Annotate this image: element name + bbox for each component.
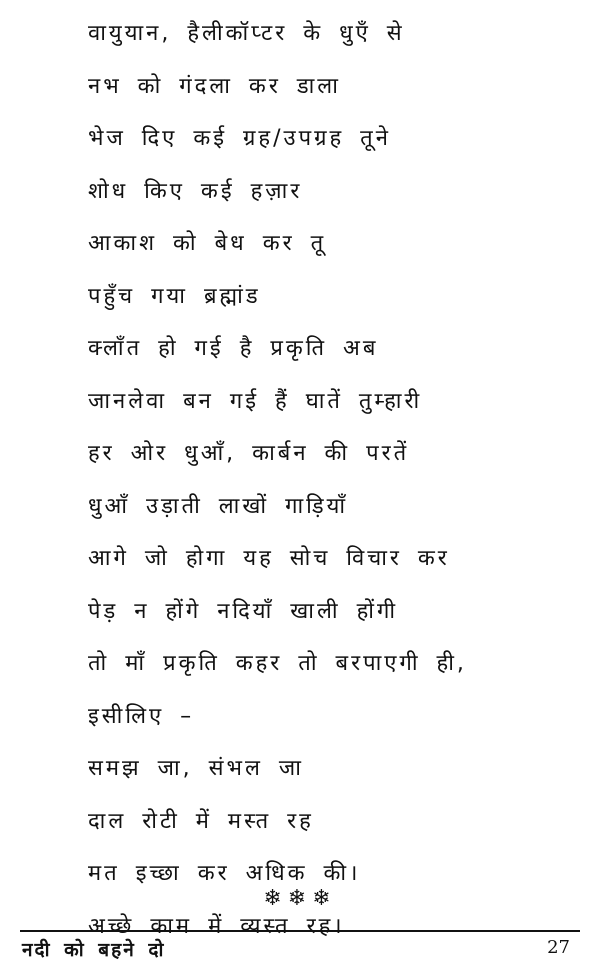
- poem-line: आगे जो होगा यह सोच विचार कर: [88, 546, 450, 571]
- poem-line: पहुँच गया ब्रह्मांड: [88, 283, 261, 309]
- poem-line: अच्छे काम में व्यस्त रह।: [88, 913, 345, 939]
- poem-line: नभ को गंदला कर डाला: [88, 73, 341, 99]
- poem-body: [88, 8, 467, 953]
- poem-line: दाल रोटी में मस्त रह: [88, 808, 314, 834]
- page-number: 27: [547, 937, 570, 958]
- poem-line: तो माँ प्रकृति कहर तो बरपाएगी ही,: [88, 651, 467, 676]
- poem-line: मत इच्छा कर अधिक की।: [88, 861, 361, 886]
- poem-line: जानलेवा बन गई हैं घातें तुम्हारी: [88, 388, 423, 414]
- poem-line: हर ओर धुआँ, कार्बन की परतें: [88, 441, 410, 466]
- poem-line: धुआँ उड़ाती लाखों गाड़ियाँ: [88, 493, 349, 519]
- poem-line: समझ जा, संभल जा: [88, 756, 304, 781]
- poem-line: शोध किए कई हज़ार: [88, 178, 303, 204]
- poem-line: इसीलिए –: [88, 703, 195, 729]
- poem-line: वायुयान, हैलीकॉप्टर के धुएँ से: [88, 21, 405, 46]
- footer-rule: [20, 930, 580, 932]
- poem-line: पेड़ न होंगे नदियाँ खाली होंगी: [88, 598, 399, 624]
- poem-line: भेज दिए कई ग्रह/उपग्रह तूने: [88, 126, 391, 151]
- poem-line: आकाश को बेध कर तू: [88, 231, 327, 256]
- poem-line: क्लाँत हो गई है प्रकृति अब: [88, 336, 379, 361]
- section-ornament: ❄❄❄: [263, 886, 337, 911]
- footer-book-title: नदी को बहने दो: [22, 939, 166, 961]
